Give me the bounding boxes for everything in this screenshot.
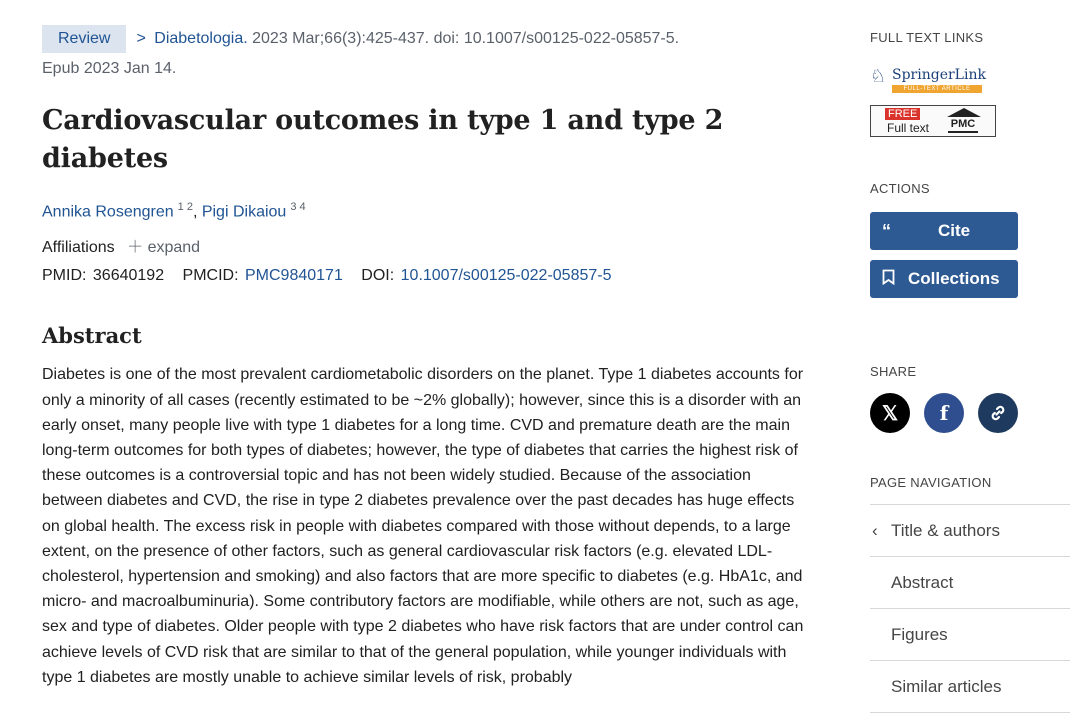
pmc-name: PMC (948, 118, 978, 133)
author-link[interactable]: Annika Rosengren (42, 203, 174, 221)
expand-label: expand (147, 239, 201, 257)
doi-link[interactable]: 10.1007/s00125-022-05857-5 (400, 267, 612, 285)
cite-label: Cite (938, 221, 971, 240)
affiliations-row (42, 235, 812, 261)
x-logo-icon: 𝕏 (881, 402, 899, 425)
facebook-share-button[interactable] (924, 393, 964, 433)
springer-horse-icon: ♘ (870, 66, 887, 86)
author-affil-refs[interactable]: 1 2 (177, 201, 193, 213)
nav-item-figures[interactable] (870, 608, 1070, 660)
springer-name: SpringerLink (892, 67, 986, 83)
sidebar (870, 30, 1070, 713)
chevron-left-icon: ‹ (872, 520, 878, 540)
nav-item-label: Similar articles (891, 676, 1002, 696)
nav-item-similar-articles[interactable] (870, 660, 1070, 713)
author-affil-refs[interactable]: 3 4 (290, 201, 306, 213)
pmcid-link[interactable]: PMC9840171 (245, 267, 343, 285)
share-heading: SHARE (870, 364, 917, 379)
springer-bar-text: FULL-TEXT ARTICLE (892, 85, 982, 93)
pmc-full-text-label: Full text (887, 121, 930, 135)
cite-button[interactable] (870, 212, 1018, 250)
page-navigation-heading: PAGE NAVIGATION (870, 475, 992, 490)
page-navigation-list (870, 504, 1070, 713)
full-text-links-heading: FULL TEXT LINKS (870, 30, 984, 45)
pmid-label: PMID: (42, 267, 87, 285)
nav-item-label: Title & authors (891, 520, 1000, 540)
abstract-text: Diabetes is one of the most prevalent cardiometabolic disorders on the planet. Type 1 diabetes accounts for only a minority of all cases (recently estimated to be ~2% globally); however, since this is a disorder with an early onset, many people live with type 1 diabetes for a long time. CVD and premature death are the main long-term outcomes for both types of diabetes; however, the type of diabetes that carries the highest risk of these outcomes is a controversial topic and has not been widely studied. Because of the association between diabetes and CVD, the rise in type 2 diabetes prevalence over the past decades has huge effects on global health. The excess risk in people with diabetes compared with those without depends, to a large extent, on the presence of other factors, such as general cardiovascular risk factors (e.g. elevated LDL-cholesterol, hypertension and smoking) and also factors that are more specific to diabetes (e.g. HbA1c, and micro- and macroalbuminuria). Some contributory factors are modifiable, while others are not, such as age, sex and type of diabetes. Older people with type 2 diabetes who have risk factors that are under control can achieve levels of CVD risk that are similar to that of the general population, while younger individuals with type 1 diabetes are mostly unable to achieve similar levels of risk, probably (42, 366, 804, 686)
author-list: Annika Rosengren $^{1 2}$, Pigi Dikaiou $^{3 4}$ (42, 201, 306, 221)
plus-icon: ＋ (127, 239, 144, 257)
chevron-right-icon: > (136, 30, 146, 47)
bookmark-icon (882, 269, 908, 290)
nav-item-label: Figures (891, 624, 948, 644)
pmc-free-full-text-link[interactable] (870, 105, 996, 137)
journal-link[interactable]: Diabetologia. (154, 30, 248, 47)
affiliations-label: Affiliations (42, 239, 115, 257)
pmc-building-icon (947, 108, 981, 134)
facebook-icon: f (939, 401, 949, 425)
pmcid-label: PMCID: (182, 267, 239, 285)
x-share-button[interactable] (870, 393, 910, 433)
citation-line (42, 24, 812, 54)
nav-item-abstract[interactable] (870, 556, 1070, 608)
identifiers-row (42, 263, 812, 289)
springerlink-logo-link[interactable] (870, 65, 986, 95)
epub-date: Epub 2023 Jan 14. (42, 60, 177, 77)
citation-details: 2023 Mar;66(3):425-437. doi: 10.1007/s00125-022-05857-5. (252, 30, 680, 47)
doi-label: DOI: (361, 267, 395, 285)
actions-heading: ACTIONS (870, 181, 930, 196)
article-main (42, 24, 812, 690)
author-link[interactable]: Pigi Dikaiou (201, 203, 287, 221)
review-badge: Review (42, 25, 126, 53)
nav-item-title-authors[interactable] (870, 504, 1070, 556)
collections-button[interactable] (870, 260, 1018, 298)
abstract-heading: Abstract (42, 323, 142, 349)
pmid-value: 36640192 (92, 267, 165, 285)
quote-icon: “ (882, 220, 891, 241)
copy-link-button[interactable] (978, 393, 1018, 433)
link-icon (988, 403, 1008, 423)
article-title: Cardiovascular outcomes in type 1 and type 2 diabetes (42, 105, 724, 174)
expand-affiliations-button[interactable] (127, 239, 200, 256)
nav-item-label: Abstract (891, 572, 954, 592)
share-buttons (870, 393, 1070, 433)
pmc-free-tag: FREE (885, 108, 920, 120)
collections-label: Collections (908, 269, 1000, 288)
